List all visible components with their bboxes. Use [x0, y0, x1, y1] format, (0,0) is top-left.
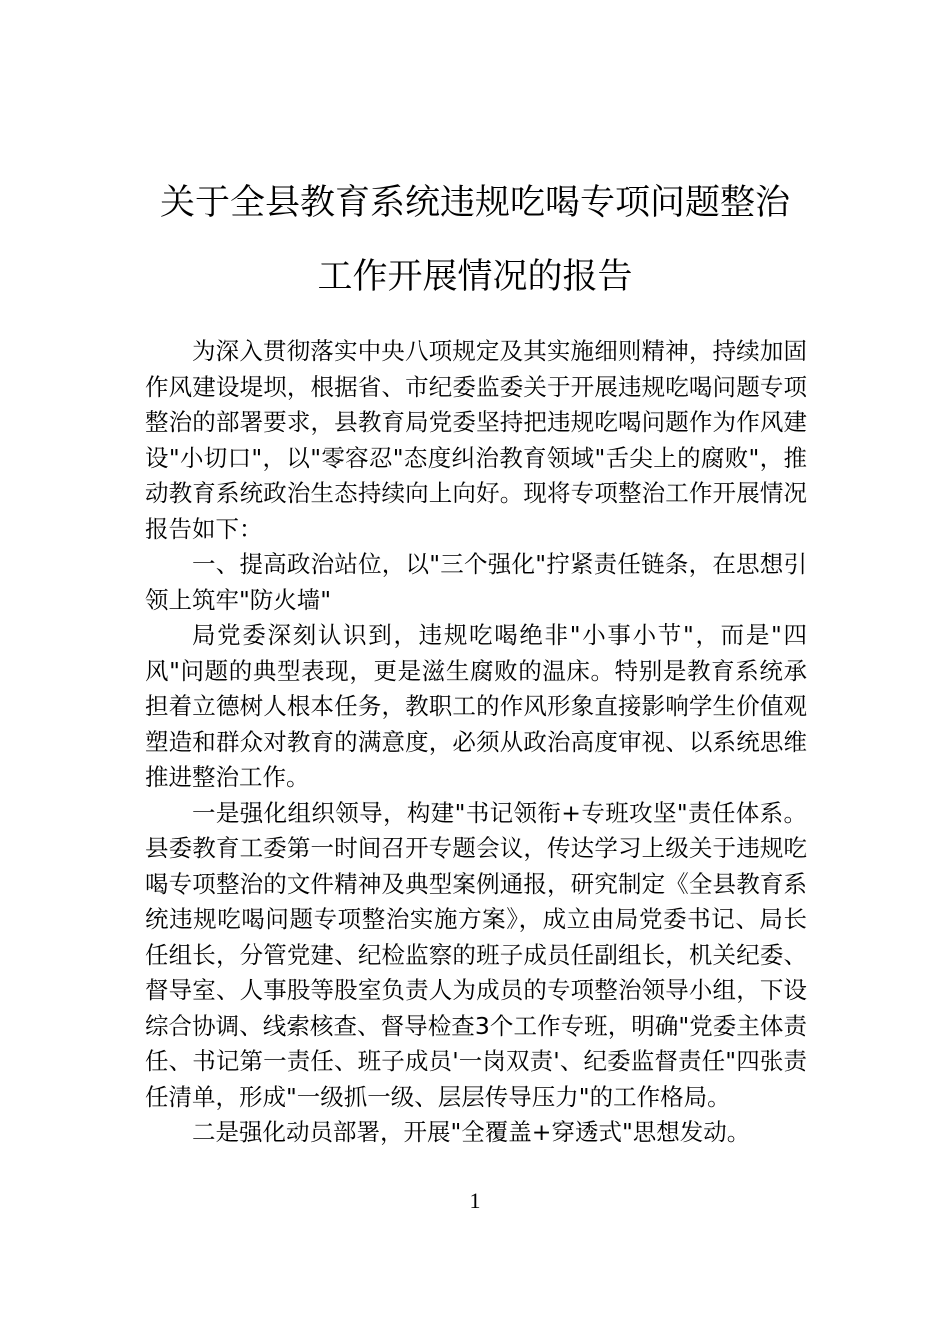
page-number: 1	[469, 1188, 481, 1213]
title-line-1: 关于全县教育系统违规吃喝专项问题整治	[159, 183, 790, 223]
document-title	[100, 166, 850, 314]
paragraph-organization: 一是强化组织领导，构建"书记领衔+专班攻坚"责任体系。县委教育工委第一时间召开专题会议，传达学习上级关于违规吃喝专项整治的文件精神及典型案例通报，研究制定《全县教育系统违规吃喝问题专项整治实施方案》，成立由局党委书记、局长任组长，分管党建、纪检监察的班子成员任副组长，机关纪委、督导室、人事股等股室负责人为成员的专项整治领导小组，下设综合协调、线索核查、督导检查3个工作专班，明确"党委主体责任、书记第一责任、班子成员'一岗双责'、纪委监督责任"四张责任清单，形成"一级抓一级、层层传导压力"的工作格局。	[145, 798, 807, 1111]
section-heading-1: 一、提高政治站位，以"三个强化"拧紧责任链条，在思想引领上筑牢"防火墙"	[145, 550, 807, 614]
paragraph-intro: 为深入贯彻落实中央八项规定及其实施细则精神，持续加固作风建设堤坝，根据省、市纪委监委关于开展违规吃喝问题专项整治的部署要求，县教育局党委坚持把违规吃喝问题作为作风建设"小切口"，以"零容忍"态度纠治教育领域"舌尖上的腐败"，推动教育系统政治生态持续向上向好。现将专项整治工作开展情况报告如下：	[145, 337, 807, 543]
paragraph-mobilization: 二是强化动员部署，开展"全覆盖+穿透式"思想发动。	[192, 1118, 751, 1146]
title-line-2: 工作开展情况的报告	[317, 257, 633, 297]
document-body	[145, 334, 807, 1151]
paragraph-awareness: 局党委深刻认识到，违规吃喝绝非"小事小节"，而是"四风"问题的典型表现，更是滋生腐败的温床。特别是教育系统承担着立德树人根本任务，教职工的作风形象直接影响学生价值观塑造和群众对教育的满意度，必须从政治高度审视、以系统思维推进整治工作。	[145, 621, 807, 791]
